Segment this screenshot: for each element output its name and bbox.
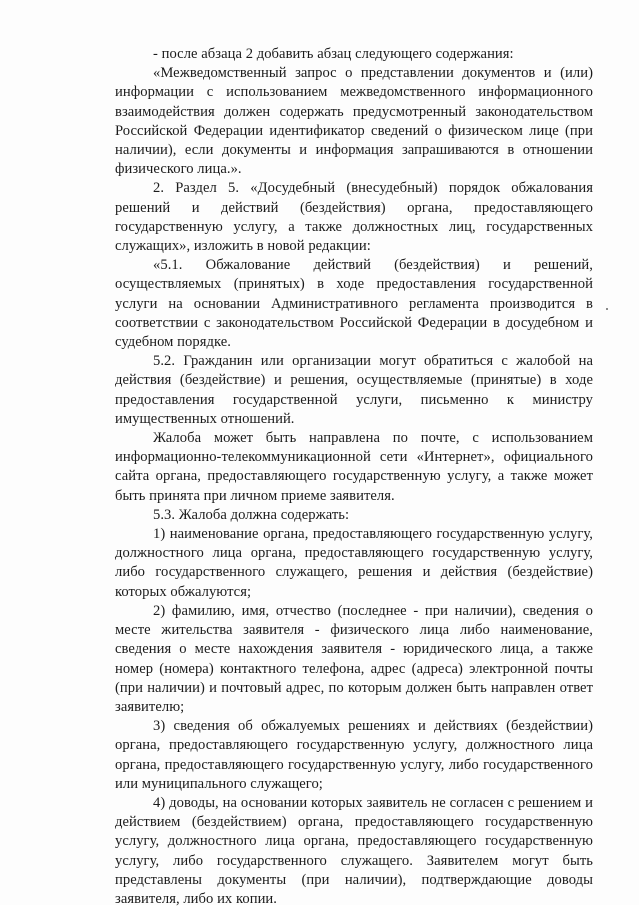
paragraph-5-3: 5.3. Жалоба должна содержать: <box>153 506 350 523</box>
paragraph-section-5-heading: 2. Раздел 5. «Досудебный (внесудебный) порядок обжалования решений и действий (бездействия) органа, предоставляющего государственную услугу, а также должностных лиц, государственных служащих», изложить в новой редакции: <box>115 180 593 255</box>
paragraph-5-2: 5.2. Гражданин или организации могут обратиться с жалобой на действия (бездействие) и решения, осуществляемые (принятые) в ходе предоставления государственной услуги, письменно к министру имущественных отношений. <box>115 353 593 427</box>
paragraph-interagency-request: «Межведомственный запрос о представлении документов и (или) информации с использованием межведомственного информационного взаимодействия должен содержать предусмотренный законодательством Российской Федерации идентификатор сведений о физическом лице (при наличии), если документы и информация запрашиваются в отношении физического лица.». <box>115 65 593 178</box>
paragraph-5-1: «5.1. Обжалование действий (бездействия) и решений, осуществляемых (принятых) в ходе предоставления государственной услуги на основании Административного регламента производится в соответствии с законодательством Российской Федерации в досудебном и судебном порядке. <box>115 257 593 351</box>
document-body <box>115 45 593 909</box>
list-item-4: 4) доводы, на основании которых заявитель не согласен с решением и действием (бездействием) органа, предоставляющего государственную услугу, должностного лица органа, предоставляющего государственную услугу, либо государственного служащего. Заявителем могут быть представлены документы (при наличии), подтверждающие доводы заявителя, либо их копии. <box>115 794 593 907</box>
list-item-2: 2) фамилию, имя, отчество (последнее - при наличии), сведения о месте жительства заявителя - физического лица либо наименование, сведения о месте нахождения заявителя - юридического лица, а также номер (номера) контактного телефона, адрес (адреса) электронной почты (при наличии) и почтовый адрес, по которым должен быть направлен ответ заявителю; <box>115 602 593 715</box>
paragraph-add-instruction: - после абзаца 2 добавить абзац следующего содержания: <box>153 46 514 62</box>
paragraph-complaint-channels: Жалоба может быть направлена по почте, с использованием информационно-телекоммуникационной сети «Интернет», официального сайта органа, предоставляющего государственную услугу, а также может быть принята при личном приеме заявителя. <box>115 430 593 504</box>
list-item-3: 3) сведения об обжалуемых решениях и действиях (бездействии) органа, предоставляющего государственную услугу, должностного лица органа, предоставляющего государственную услугу, либо государственного или муниципального служащего; <box>115 718 593 792</box>
scan-speck <box>606 308 608 310</box>
list-item-1: 1) наименование органа, предоставляющего государственную услугу, должностного лица органа, предоставляющего государственную услугу, либо государственного служащего, решения и действия (бездействие) которых обжалуются; <box>115 526 593 600</box>
